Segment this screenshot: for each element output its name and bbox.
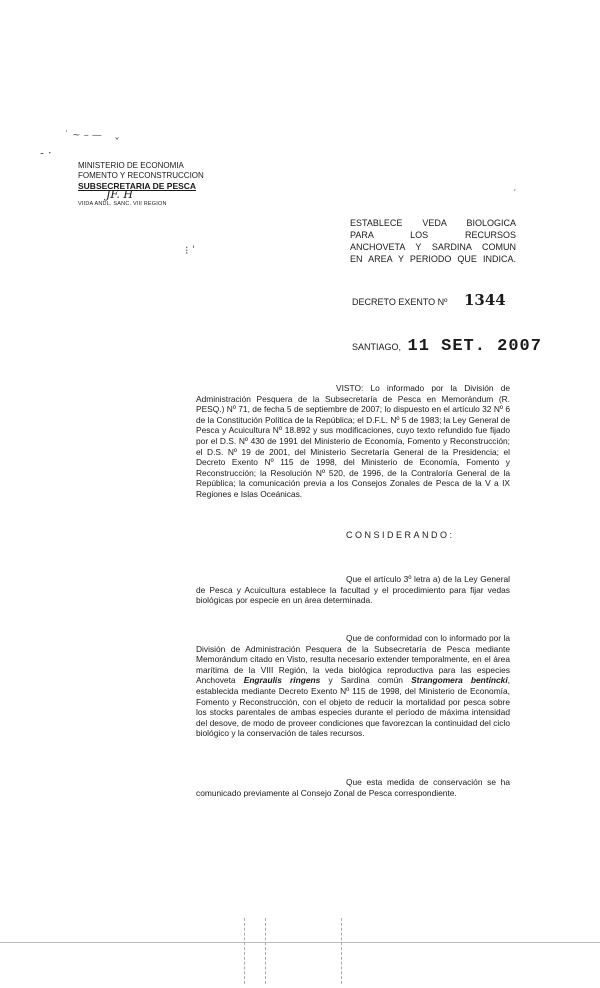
visto-lead: VISTO: [336, 383, 364, 393]
visto-text: Lo informado por la División de Administración Pesquera de la Subsecretaría de Pesca en Memorándum (R. PESQ.) Nº 71, de fecha 5 de septiembre de 2007; lo dispuesto en el artículo 32 Nº 6 de la Constitución Política de la República; el D.F.L. Nº 5 de 1983; la Ley General de Pesca y Acuicultura Nº 18.892 y sus modificaciones, cuyo texto refundido fue fijado por el D.S. Nº 430 de 1991 del Ministerio de Economía, Fomento y Reconstrucción; el D.S. Nº 19 de 2001, del Ministerio Secretaría General de la Presidencia; el Decreto Exento Nº 115 de 1998, del Ministerio de Economía, Fomento y Reconstrucción; la Resolución Nº 520, de 1996, de la Contraloría General de la República; la comunicación previa a los Consejos Zonales de Pesca de la V a IX Regiones e Islas Oceánicas. [196, 383, 511, 499]
scan-mark: - · [40, 146, 52, 160]
title-line: PARA LOS RECURSOS [350, 230, 516, 240]
fold-mark [244, 918, 245, 984]
title-line: EN AREA Y PERIODO QUE INDICA. [350, 254, 516, 264]
scan-mark: ˊ [512, 190, 517, 200]
c3-lead: Que esta medida de conservación se [346, 777, 496, 787]
decree-label: DECRETO EXENTO Nº [352, 297, 448, 307]
fold-mark [341, 918, 342, 984]
visto-paragraph [196, 383, 510, 500]
c3-text: ha comunicado previamente al Consejo Zonal de Pesca correspondiente. [196, 777, 510, 798]
considerando-2 [196, 633, 510, 739]
ministry-name-2: FOMENTO Y RECONSTRUCCION [78, 171, 204, 180]
c2-lead: Que de conformidad con lo informado [346, 633, 487, 643]
city: SANTIAGO, [352, 342, 402, 352]
considerando-3 [196, 777, 510, 798]
c2-text-2: y Sardina común [320, 675, 412, 686]
c1-text: General de Pesca y Acuicultura establece la facultad y el procedimiento para fijar vedas biológicas por especie en un área determinada. [196, 574, 510, 606]
unit-name: VIIDA ANDL. SANC. VIII REGION [78, 201, 167, 207]
scan-mark: ˙ ~ – — [64, 130, 102, 141]
title-line: ESTABLECE VEDA BIOLOGICA [350, 218, 516, 228]
decree-number: 1344 [464, 291, 506, 309]
species-name: Strangomera bentincki [411, 675, 508, 686]
c2-text-3: , establecida mediante Decreto Exento Nº 115 de 1998, del Ministerio de Economía, Fomento y Reconstrucción, con el objeto de reducir la mortalidad por pesca sobre los stocks parentales de ambas especies durante el período de máxima intensidad del desove, de modo de proveer condiciones que favorezcan la continuidad del ciclo biológico y la conservación de tales recursos. [196, 675, 510, 739]
species-name: Engraulis ringens [243, 675, 321, 686]
title-line: ANCHOVETA Y SARDINA COMUN [350, 242, 516, 252]
scan-mark: ˇ [114, 136, 120, 150]
decree-title [350, 217, 516, 265]
fold-mark [265, 918, 266, 984]
subsecretaria-name: SUBSECRETARIA DE PESCA [78, 181, 197, 191]
scan-edge-line [0, 942, 600, 943]
date-line [352, 337, 542, 356]
c1-lead: Que el artículo 3º letra a) de la Ley [346, 574, 478, 584]
date-stamp: 11 SET. 2007 [407, 337, 542, 356]
letterhead [78, 161, 238, 209]
c2-text-1: por la División de Administración Pesquera de la Subsecretaría de Pesca mediante Memorándum citado en Visto, resulta necesario extender temporalmente, en el área marítima de la VIII Región, la veda biológica reproductiva para las especies Anchoveta [196, 633, 511, 686]
decree-number-line [352, 291, 506, 309]
ministry-name: MINISTERIO DE ECONOMIA [78, 161, 184, 170]
considerando-heading: CONSIDERANDO: [346, 530, 455, 540]
initials-signature: JF. H [106, 188, 133, 201]
scan-mark: ⁝ ˈ [185, 244, 196, 257]
considerando-1 [196, 574, 510, 606]
